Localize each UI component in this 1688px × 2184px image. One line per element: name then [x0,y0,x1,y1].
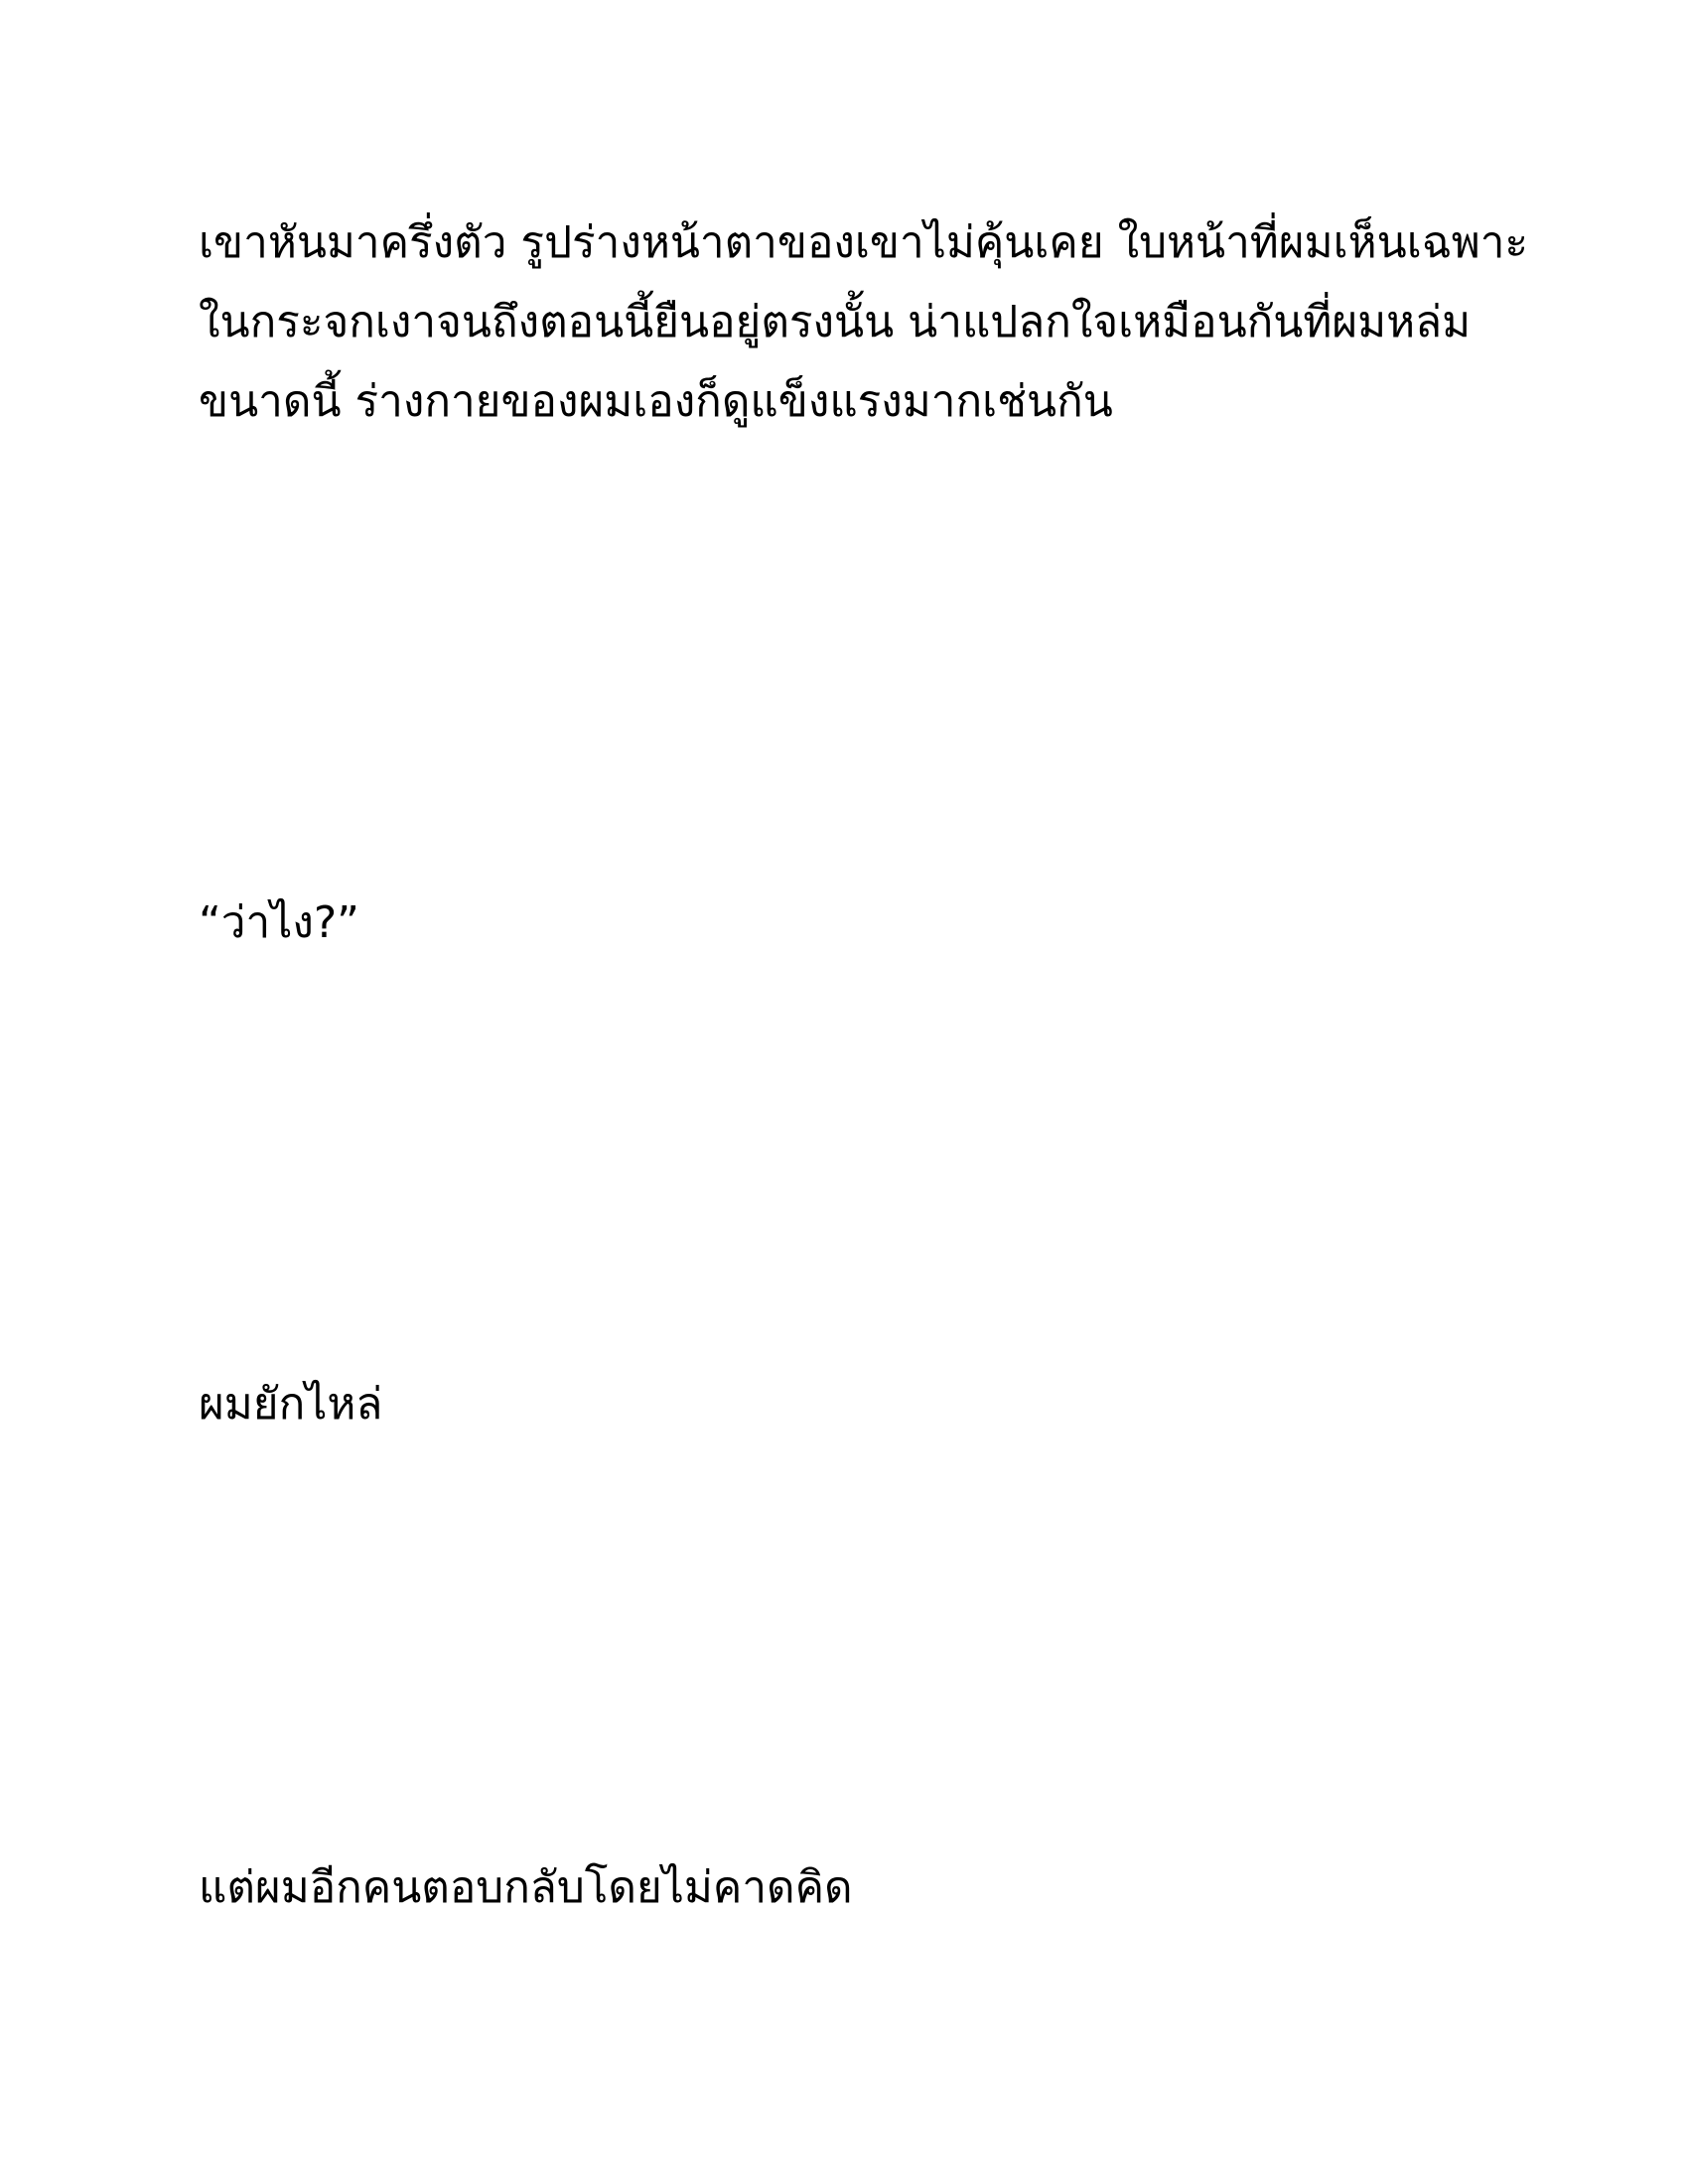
dialogue-line: “ว่าไง?” [199,897,359,948]
paragraph-line: ในกระจกเงาจนถึงตอนนี้ยืนอยู่ตรงนั้น น่าแปลกใจเหมือนกันที่ผมหล่ม [199,297,1472,347]
paragraph-line: ขนาดนี้ ร่างกายของผมเองก็ดูแข็งแรงมากเช่นกัน [199,376,1113,427]
body-paragraph: ผมยักไหล่ [199,1379,383,1430]
paragraph-line: เขาหันมาครึ่งตัว รูปร่างหน้าตาของเขาไม่คุ้นเคย ใบหน้าที่ผมเห็นเฉพาะ [199,217,1529,268]
body-paragraph: แต่ผมอีกคนตอบกลับโดยไม่คาดคิด [199,1862,853,1913]
body-paragraph [199,204,1529,442]
